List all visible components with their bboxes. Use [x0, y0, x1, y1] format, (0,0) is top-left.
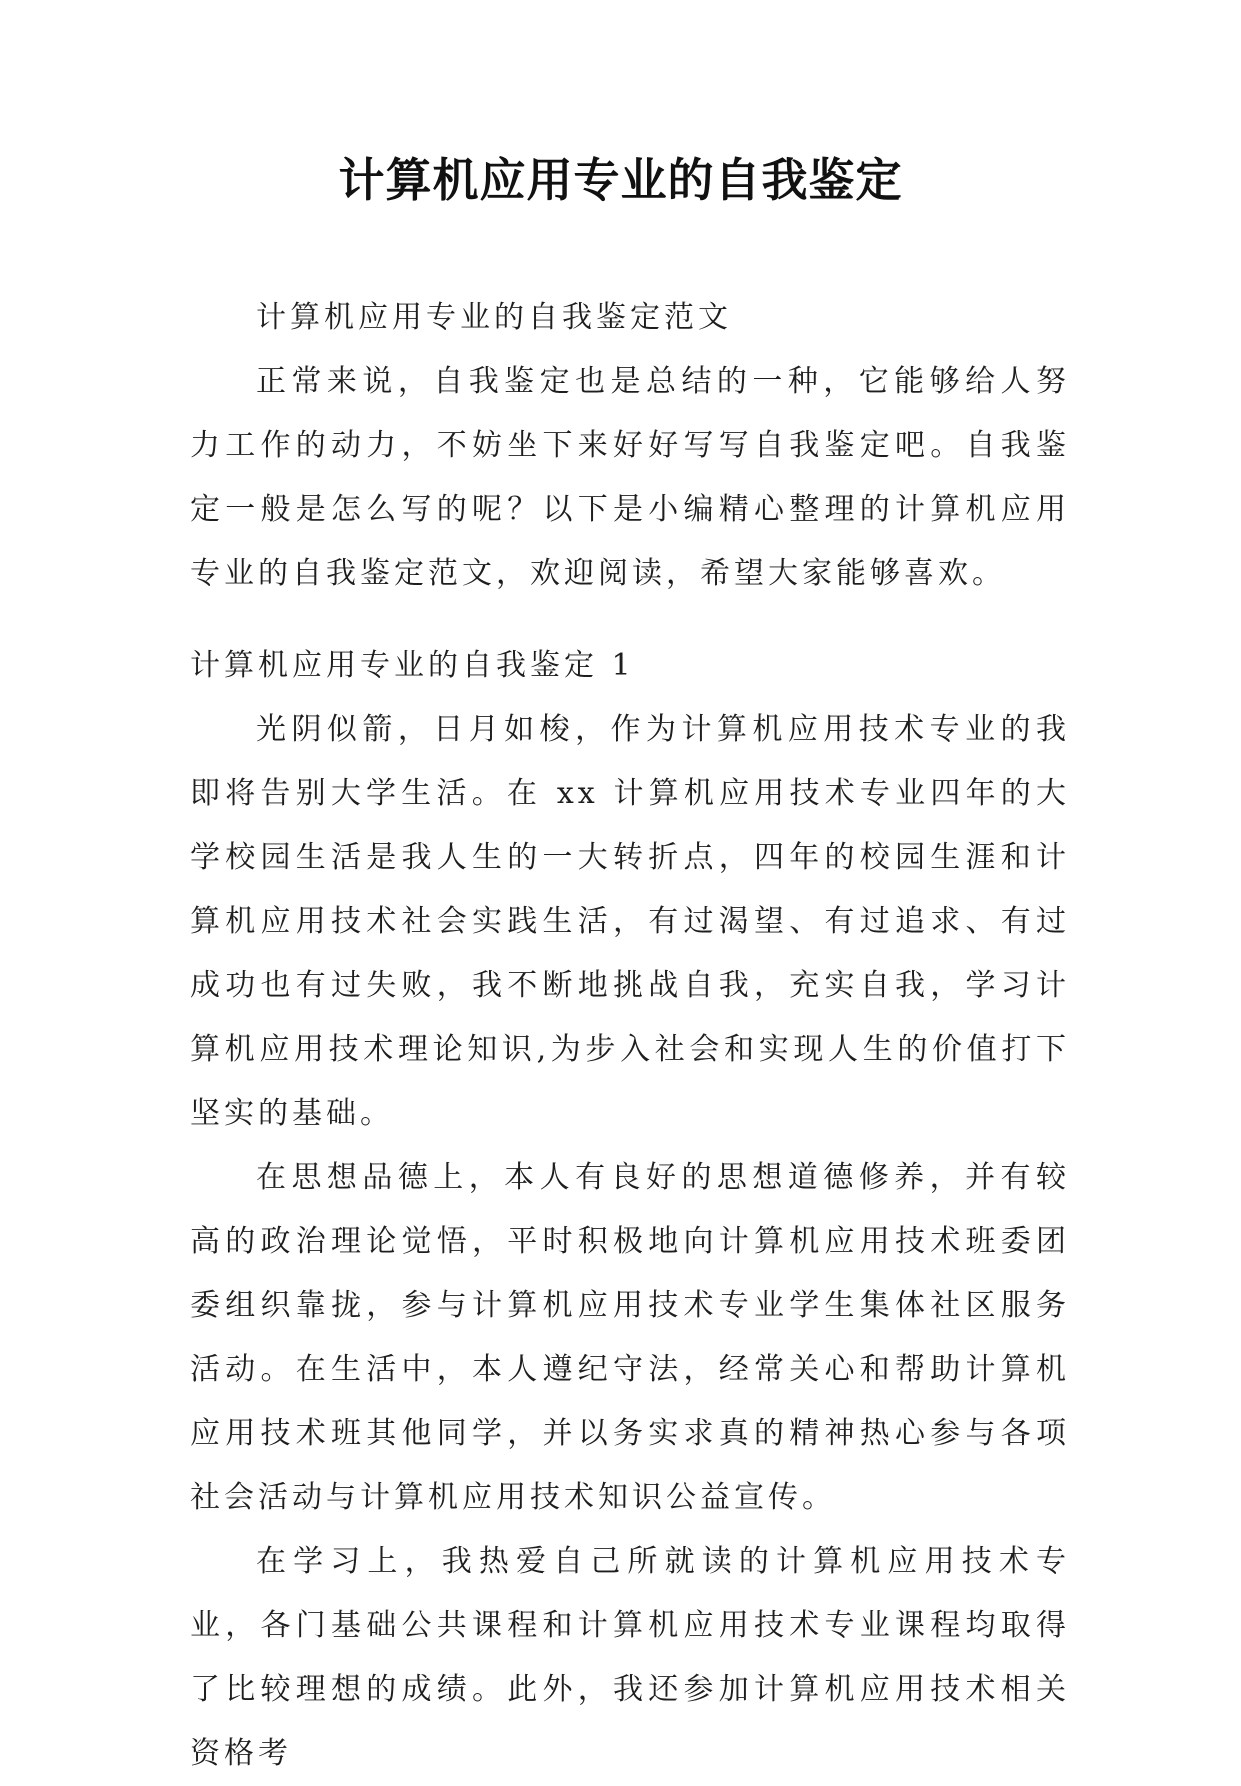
document-title: 计算机应用专业的自我鉴定	[338, 153, 903, 207]
section-body	[190, 698, 1070, 1786]
body-paragraph: 在思想品德上，本人有良好的思想道德修养，并有较高的政治理论觉悟，平时积极地向计算机应用技术班委团委组织靠拢，参与计算机应用技术专业学生集体社区服务活动。在生活中，本人遵纪守法，经常关心和帮助计算机应用技术班其他同学，并以务实求真的精神热心参与各项社会活动与计算机应用技术知识公益宣传。	[190, 1160, 1070, 1515]
body-paragraph: 在学习上，我热爱自己所就读的计算机应用技术专业，各门基础公共课程和计算机应用技术专业课程均取得了比较理想的成绩。此外，我还参加计算机应用技术相关资格考	[190, 1544, 1070, 1771]
section-heading: 计算机应用专业的自我鉴定 1	[190, 648, 635, 683]
intro-paragraph: 正常来说，自我鉴定也是总结的一种，它能够给人努力工作的动力，不妨坐下来好好写写自我鉴定吧。自我鉴定一般是怎么写的呢？以下是小编精心整理的计算机应用专业的自我鉴定范文，欢迎阅读，希望大家能够喜欢。	[190, 364, 1070, 591]
intro-heading: 计算机应用专业的自我鉴定范文	[256, 300, 732, 335]
body-paragraph: 光阴似箭，日月如梭，作为计算机应用技术专业的我即将告别大学生活。在 xx 计算机应用技术专业四年的大学校园生活是我人生的一大转折点，四年的校园生涯和计算机应用技术社会实践生活，有过渴望、有过追求、有过成功也有过失败，我不断地挑战自我，充实自我，学习计算机应用技术理论知识,为步入社会和实现人生的价值打下坚实的基础。	[190, 712, 1070, 1131]
